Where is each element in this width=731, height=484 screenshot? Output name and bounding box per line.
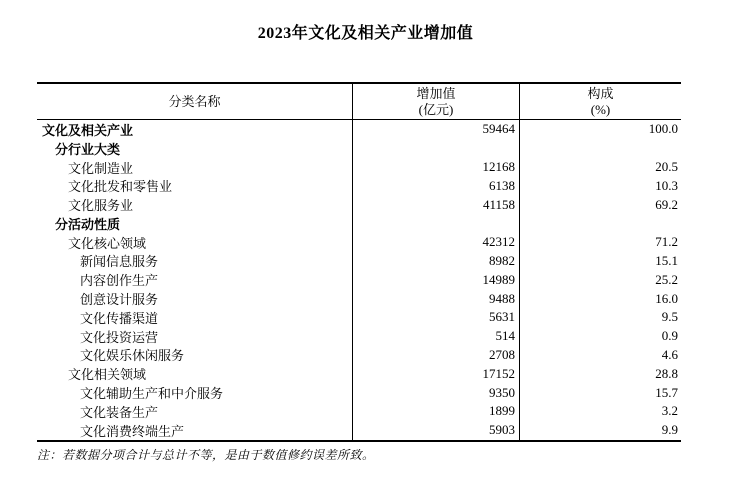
row-label-cell bbox=[37, 252, 352, 271]
row-share: 15.1 bbox=[519, 252, 681, 271]
row-label: 文化消费终端生产 bbox=[80, 423, 185, 439]
row-value: 9350 bbox=[352, 383, 519, 402]
statistics-table bbox=[37, 82, 681, 442]
row-label: 创意设计服务 bbox=[80, 292, 159, 308]
row-label-cell bbox=[37, 308, 352, 327]
row-label-cell bbox=[37, 289, 352, 308]
page-title: 2023年文化及相关产业增加值 bbox=[257, 25, 474, 42]
row-label: 新闻信息服务 bbox=[80, 254, 159, 270]
row-label-cell bbox=[37, 233, 352, 252]
row-label: 文化辅助生产和中介服务 bbox=[80, 386, 224, 402]
row-value: 514 bbox=[352, 327, 519, 346]
row-label-cell bbox=[37, 402, 352, 421]
row-label-cell bbox=[37, 158, 352, 177]
table-row bbox=[37, 346, 681, 365]
table-row bbox=[37, 252, 681, 271]
row-share: 25.2 bbox=[519, 270, 681, 289]
row-value: 6138 bbox=[352, 176, 519, 195]
table-row bbox=[37, 120, 681, 139]
table-row bbox=[37, 176, 681, 195]
row-label-cell bbox=[37, 383, 352, 402]
row-value: 5903 bbox=[352, 421, 519, 440]
row-value: 12168 bbox=[352, 158, 519, 177]
row-label: 分行业大类 bbox=[55, 141, 121, 157]
table-row bbox=[37, 289, 681, 308]
row-label: 文化制造业 bbox=[68, 160, 134, 176]
row-label-cell bbox=[37, 120, 352, 139]
row-share: 69.2 bbox=[519, 195, 681, 214]
col-header-value-label: 增加值 bbox=[416, 85, 456, 101]
row-value: 42312 bbox=[352, 233, 519, 252]
footnote: 注：若数据分项合计与总计不等，是由于数值修约误差所致。 bbox=[37, 448, 375, 462]
row-label-cell bbox=[37, 214, 352, 233]
table-row bbox=[37, 402, 681, 421]
row-label: 文化相关领域 bbox=[68, 367, 147, 383]
row-share: 20.5 bbox=[519, 158, 681, 177]
table-row bbox=[37, 308, 681, 327]
row-share: 0.9 bbox=[519, 327, 681, 346]
row-value: 1899 bbox=[352, 402, 519, 421]
row-label: 文化服务业 bbox=[68, 198, 134, 214]
col-header-category-label: 分类名称 bbox=[168, 93, 221, 109]
row-share: 28.8 bbox=[519, 364, 681, 383]
table-row bbox=[37, 158, 681, 177]
table-row bbox=[37, 364, 681, 383]
table-row bbox=[37, 214, 681, 233]
row-label: 文化批发和零售业 bbox=[68, 179, 173, 195]
row-label: 文化及相关产业 bbox=[42, 122, 134, 138]
col-header-value bbox=[352, 84, 519, 119]
row-value: 41158 bbox=[352, 195, 519, 214]
table-body bbox=[37, 120, 681, 440]
row-value: 2708 bbox=[352, 346, 519, 365]
row-share bbox=[519, 214, 681, 233]
row-label-cell bbox=[37, 364, 352, 383]
col-header-share-label: 构成 bbox=[587, 85, 614, 101]
row-share: 71.2 bbox=[519, 233, 681, 252]
row-value: 8982 bbox=[352, 252, 519, 271]
row-label-cell bbox=[37, 176, 352, 195]
row-value: 14989 bbox=[352, 270, 519, 289]
table-row bbox=[37, 383, 681, 402]
row-label: 文化传播渠道 bbox=[80, 310, 159, 326]
row-share: 100.0 bbox=[519, 120, 681, 139]
table-row bbox=[37, 139, 681, 158]
col-header-value-unit: (亿元) bbox=[418, 101, 454, 117]
col-header-share bbox=[519, 84, 681, 119]
table-row bbox=[37, 195, 681, 214]
col-header-category bbox=[37, 84, 352, 119]
table-row bbox=[37, 421, 681, 440]
row-share: 9.5 bbox=[519, 308, 681, 327]
row-label: 文化核心领域 bbox=[68, 235, 147, 251]
row-label: 文化娱乐休闲服务 bbox=[80, 348, 185, 364]
row-share: 10.3 bbox=[519, 176, 681, 195]
row-value bbox=[352, 139, 519, 158]
row-share: 9.9 bbox=[519, 421, 681, 440]
table-row bbox=[37, 270, 681, 289]
row-label: 内容创作生产 bbox=[80, 273, 159, 289]
row-label: 分活动性质 bbox=[55, 216, 121, 232]
row-label-cell bbox=[37, 421, 352, 440]
row-label: 文化装备生产 bbox=[80, 404, 159, 420]
row-label-cell bbox=[37, 270, 352, 289]
table-header bbox=[37, 84, 681, 120]
row-label-cell bbox=[37, 139, 352, 158]
table-row bbox=[37, 233, 681, 252]
row-value: 9488 bbox=[352, 289, 519, 308]
row-share: 16.0 bbox=[519, 289, 681, 308]
row-label-cell bbox=[37, 195, 352, 214]
col-header-share-unit: (%) bbox=[590, 101, 611, 117]
row-share: 3.2 bbox=[519, 402, 681, 421]
table-row bbox=[37, 327, 681, 346]
row-value: 5631 bbox=[352, 308, 519, 327]
row-value: 17152 bbox=[352, 364, 519, 383]
row-share: 15.7 bbox=[519, 383, 681, 402]
row-value: 59464 bbox=[352, 120, 519, 139]
row-share bbox=[519, 139, 681, 158]
row-share: 4.6 bbox=[519, 346, 681, 365]
row-value bbox=[352, 214, 519, 233]
row-label-cell bbox=[37, 346, 352, 365]
row-label-cell bbox=[37, 327, 352, 346]
row-label: 文化投资运营 bbox=[80, 329, 159, 345]
